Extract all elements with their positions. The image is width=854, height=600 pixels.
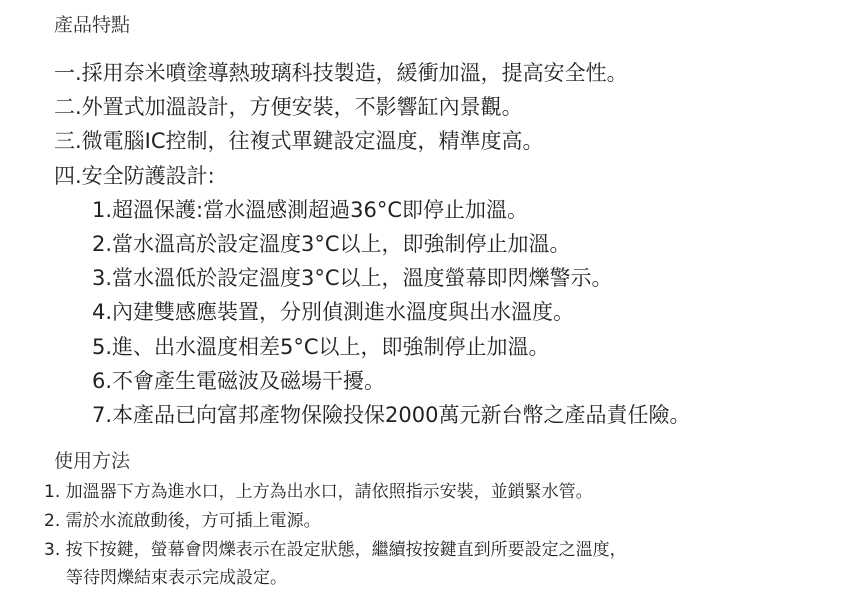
safety-sub-item: 4.內建雙感應裝置，分別偵測進水溫度與出水溫度。 — [92, 300, 575, 325]
usage-step: 3. 按下按鍵，螢幕會閃爍表示在設定狀態，繼續按按鍵直到所要設定之溫度， — [44, 540, 627, 560]
features-heading: 產品特點 — [54, 14, 131, 36]
safety-sub-item: 5.進、出水溫度相差5°C以上，即強制停止加溫。 — [92, 334, 550, 359]
usage-step: 2. 需於水流啟動後，方可插上電源。 — [44, 511, 321, 531]
safety-sub-item: 2.當水溫高於設定溫度3°C以上，即強制停止加溫。 — [92, 231, 571, 256]
safety-sub-item: 1.超溫保護:當水溫感測超過36°C即停止加溫。 — [92, 197, 528, 222]
feature-item: 三.微電腦IC控制，往複式單鍵設定溫度，精準度高。 — [54, 129, 544, 154]
safety-sub-item: 3.當水溫低於設定溫度3°C以上，溫度螢幕即閃爍警示。 — [92, 266, 613, 291]
safety-sub-item: 6.不會產生電磁波及磁場干擾。 — [92, 368, 386, 393]
feature-item: 二.外置式加溫設計，方便安裝，不影響缸內景觀。 — [54, 95, 523, 120]
safety-sub-item: 7.本產品已向富邦產物保險投保2000萬元新台幣之產品責任險。 — [92, 402, 691, 427]
usage-step-continuation: 等待閃爍結束表示完成設定。 — [66, 568, 287, 588]
usage-step: 1. 加溫器下方為進水口，上方為出水口，請依照指示安裝，並鎖緊水管。 — [44, 482, 593, 502]
features-list — [54, 56, 690, 432]
usage-list — [44, 478, 627, 591]
usage-heading: 使用方法 — [54, 450, 131, 472]
feature-item: 四.安全防護設計: — [54, 163, 215, 188]
feature-item: 一.採用奈米噴塗導熱玻璃科技製造，緩衝加溫，提高安全性。 — [54, 61, 628, 85]
